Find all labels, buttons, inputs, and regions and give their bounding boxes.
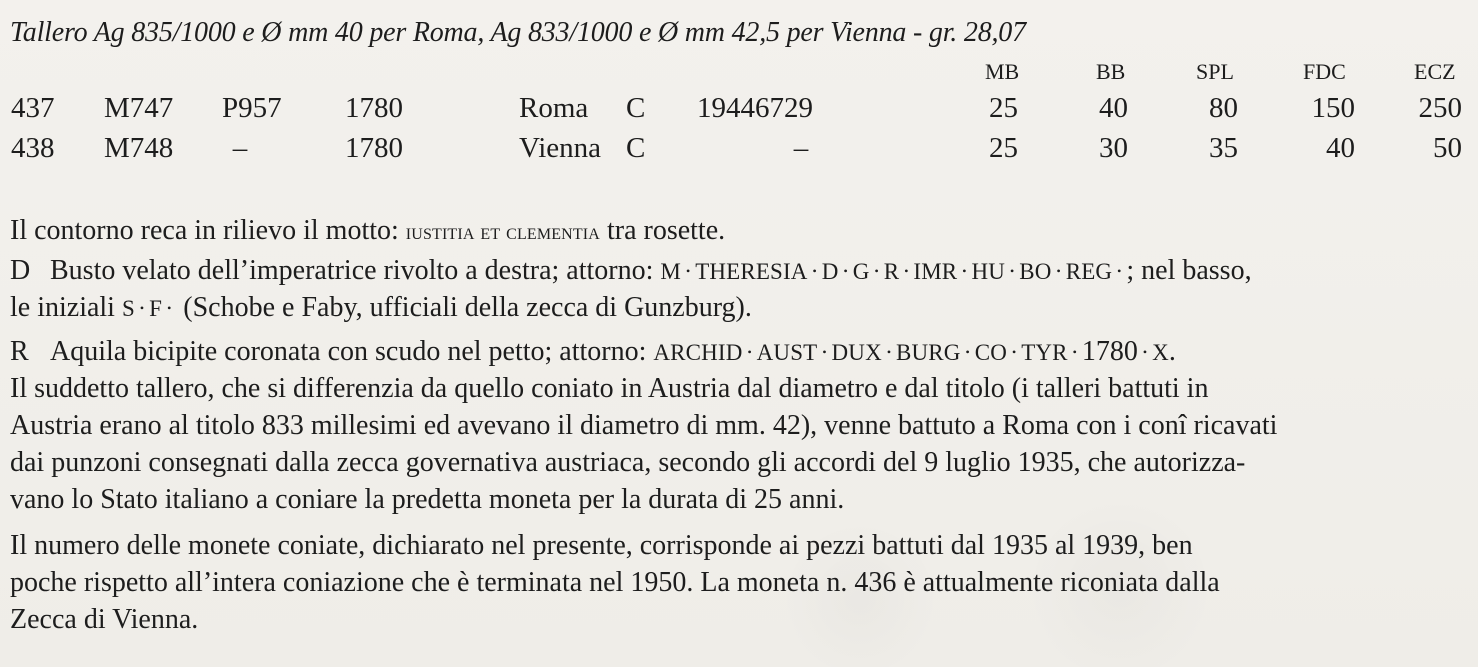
separator-dot: • (685, 264, 691, 278)
grade-bb-header: BB (1096, 59, 1126, 84)
separator-dot: • (747, 345, 752, 359)
separator-dot: • (1056, 264, 1061, 278)
obverse-legend-reg: REG (1065, 259, 1113, 284)
grade-ecz-header: ECZ (1414, 59, 1456, 84)
reverse-end: . (1168, 336, 1176, 367)
separator-dot: • (1142, 345, 1148, 359)
mintage: 19446729 (697, 92, 813, 124)
reverse-legend-aust: AUST (756, 340, 818, 365)
reverse-legend-archid: ARCHID (653, 340, 743, 365)
reverse-legend-dux: DUX (831, 340, 882, 365)
coin-year: 1780 (345, 92, 403, 124)
separator-dot: • (904, 264, 909, 278)
reverse-legend-tyr: TYR (1021, 340, 1068, 365)
note-line-5: Il numero delle monete coniate, dichiarato nel presente, corrisponde ai pezzi battuti dal 1935 al 1939, ben (10, 530, 1193, 561)
separator-dot: • (1072, 345, 1077, 359)
coin-title: Tallero Ag 835/1000 e Ø mm 40 per Roma, Ag 833/1000 e Ø mm 42,5 per Vienna - gr. 28,07 (10, 17, 1026, 48)
separator-dot: • (167, 301, 172, 315)
reverse-legend-x: X (1152, 340, 1169, 365)
obverse-legend-imr: IMR (913, 259, 958, 284)
note-line-6: poche rispetto all’intera coniazione che è terminata nel 1950. La moneta n. 436 è attualmente riconiata dalla (10, 567, 1220, 598)
grade-mb-header: MB (985, 59, 1020, 84)
coin-type: C (626, 92, 646, 124)
reverse-description (10, 334, 1468, 374)
pagani-reference: – (232, 132, 248, 164)
separator-dot: • (1010, 264, 1015, 278)
reverse-text: Aquila bicipite coronata con scudo nel petto; attorno: (50, 336, 654, 367)
separator-dot: • (843, 264, 848, 278)
note-line-1: Il suddetto tallero, che si differenzia da quello coniato in Austria dal diametro e dal titolo (i talleri battuti in (10, 373, 1209, 404)
price-mb: 25 (989, 92, 1018, 124)
catalog-row-437 (0, 90, 1478, 126)
pagani-reference: P957 (222, 92, 282, 124)
catalog-number: 437 (11, 92, 55, 124)
price-fdc: 40 (1326, 132, 1355, 164)
edge-prefix: Il contorno reca in rilievo il motto: (10, 215, 406, 246)
price-fdc: 150 (1311, 92, 1355, 124)
obverse-legend-d: D (821, 259, 839, 284)
obverse-legend-bo: BO (1019, 259, 1052, 284)
catalog-row-438 (0, 130, 1478, 166)
montenegro-reference: M747 (104, 92, 174, 124)
obverse-text: Busto velato dell’imperatrice rivolto a destra; attorno: (50, 255, 661, 286)
separator-dot: • (962, 264, 967, 278)
catalog-number: 438 (11, 132, 55, 164)
mint-name: Roma (519, 92, 589, 124)
price-spl: 80 (1209, 92, 1238, 124)
edge-suffix: tra rosette. (599, 215, 726, 246)
reverse-legend-year: 1780 (1081, 336, 1138, 367)
edge-description (10, 213, 1468, 250)
separator-dot: • (139, 301, 145, 315)
coin-year: 1780 (345, 132, 403, 164)
separator-dot: • (874, 264, 879, 278)
obverse-initials-prefix: le iniziali (10, 292, 122, 323)
separator-dot: • (1012, 345, 1017, 359)
edge-motto: iustitia et clementia (405, 219, 600, 244)
obverse-after-legend: ; nel basso, (1126, 255, 1252, 286)
obverse-description-line-2 (10, 290, 1468, 330)
price-spl: 35 (1209, 132, 1238, 164)
obverse-legend-m: M (660, 259, 681, 284)
note-line-2: Austria erano al titolo 833 millesimi ed avevano il diametro di mm. 42), venne battuto a Roma con i conî ricavati (10, 410, 1278, 441)
separator-dot: • (1117, 264, 1122, 278)
price-ecz: 250 (1418, 92, 1462, 124)
separator-dot: • (812, 264, 817, 278)
separator-dot: • (965, 345, 970, 359)
grade-spl-header: SPL (1196, 59, 1234, 84)
reverse-legend-burg: BURG (896, 340, 961, 365)
mintage: – (793, 132, 809, 164)
obverse-initial-s: S (121, 296, 135, 321)
price-bb: 30 (1099, 132, 1128, 164)
reverse-legend-co: CO (974, 340, 1008, 365)
montenegro-reference: M748 (104, 132, 174, 164)
obverse-legend-theresia: THERESIA (695, 259, 808, 284)
obverse-initials-suffix: (Schobe e Faby, ufficiali della zecca di Gunzburg). (176, 292, 752, 323)
obverse-legend-r: R (883, 259, 900, 284)
obverse-legend-hu: HU (971, 259, 1006, 284)
note-line-7: Zecca di Vienna. (10, 604, 199, 635)
mint-name: Vienna (519, 132, 602, 164)
obverse-label: D (10, 255, 31, 286)
price-ecz: 50 (1433, 132, 1462, 164)
note-line-4: vano lo Stato italiano a coniare la predetta moneta per la durata di 25 anni. (10, 484, 845, 515)
grade-fdc-header: FDC (1303, 59, 1346, 84)
coin-type: C (626, 132, 646, 164)
separator-dot: • (886, 345, 892, 359)
obverse-initial-f: F (149, 296, 163, 321)
price-bb: 40 (1099, 92, 1128, 124)
reverse-label: R (10, 336, 29, 367)
note-line-3: dai punzoni consegnati dalla zecca governativa austriaca, secondo gli accordi del 9 luglio 1935, che autorizza- (10, 447, 1246, 478)
separator-dot: • (822, 345, 827, 359)
obverse-legend-g: G (852, 259, 870, 284)
obverse-description-line-1 (10, 253, 1468, 293)
price-mb: 25 (989, 132, 1018, 164)
